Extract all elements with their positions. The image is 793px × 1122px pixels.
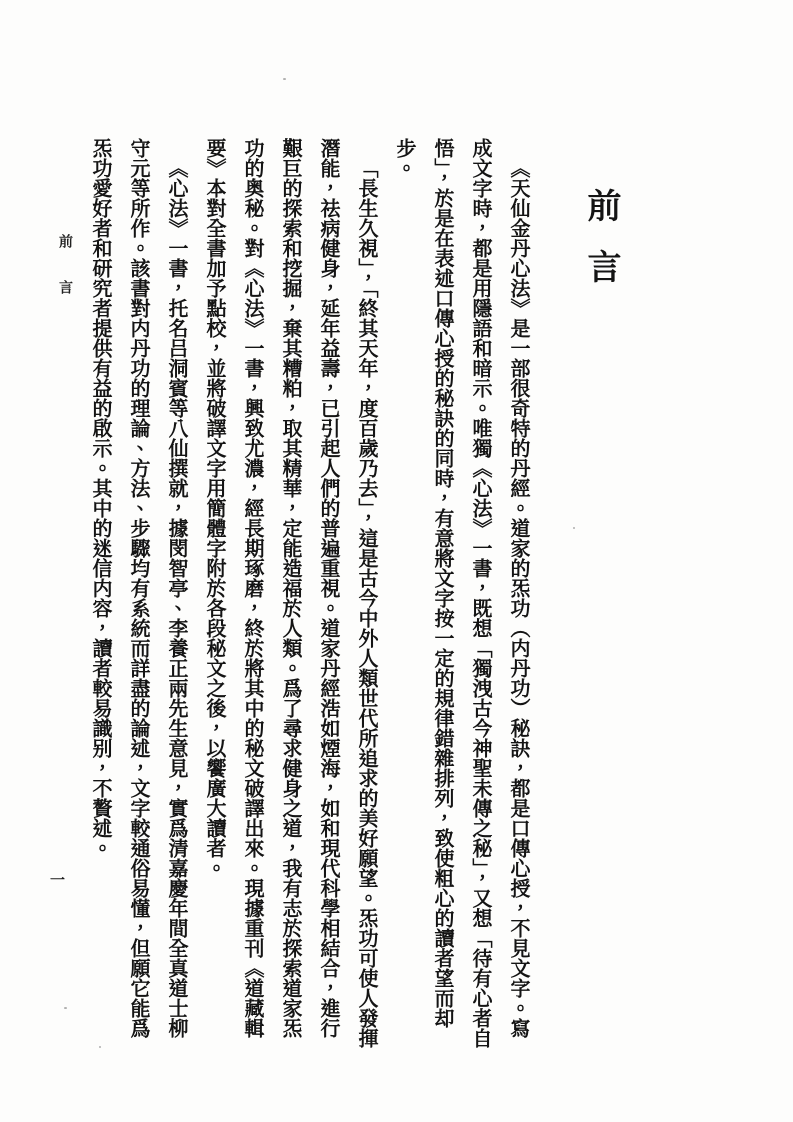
preface-paragraph-2: 「長生久視」，「終其天年，度百歲乃去」，這是古今中外人類世代所追求的美好願望。炁功可使人發揮潛能，祛病健身，延年益壽，已引起人們的普遍重視。道家丹經浩如煙海，如和現代科學相結合，進行艱巨的探索和挖掘，棄其糟粕，取其精華，定能造福於人類。爲了尋求健身之道，我有志於探索道家炁功的奥秘。對《心法》一書，興致尤濃，經長期琢磨，終於將其中的秘文破譯出來。現據重刊《道藏輯要》本對全書加予點校，並將破譯文字用簡體字附於各段秘文之後，以饗廣大讀者。 [203, 138, 377, 1048]
scan-speck [573, 527, 575, 529]
page-title: 前言 [582, 188, 619, 310]
running-header: 前言 [57, 234, 72, 326]
scan-speck [99, 1046, 101, 1048]
preface-text-block [81, 138, 623, 1050]
preface-paragraph-3: 《心法》一書，托名吕洞賓等八仙撰就，據閔智亭、李養正兩先生意見，實爲清嘉慶年間全真道士柳守元等所作。該書對内丹功的理論、方法、步驟均有系統而詳盡的論述，文字較通俗易懂，但願它能爲炁功愛好者和研究者提供有益的啟示。其中的迷信内容，讀者較易識别，不贅述。 [89, 138, 187, 1038]
page-number: 一 [50, 873, 66, 889]
scan-speck [283, 78, 286, 80]
preface-paragraph-1: 《天仙金丹心法》是一部很奇特的丹經。道家的炁功（内丹功）秘訣，都是口傳心授，不見文字。寫成文字時，都是用隱語和暗示。唯獨《心法》一書，既想「獨洩古今神聖未傳之秘」，又想「待有心者自悟」，於是在表述口傳心授的秘訣的同時，有意將文字按一定的規律錯雜排列，致使粗心的讀者望而却步。 [393, 138, 529, 1048]
scan-speck [64, 1007, 67, 1009]
